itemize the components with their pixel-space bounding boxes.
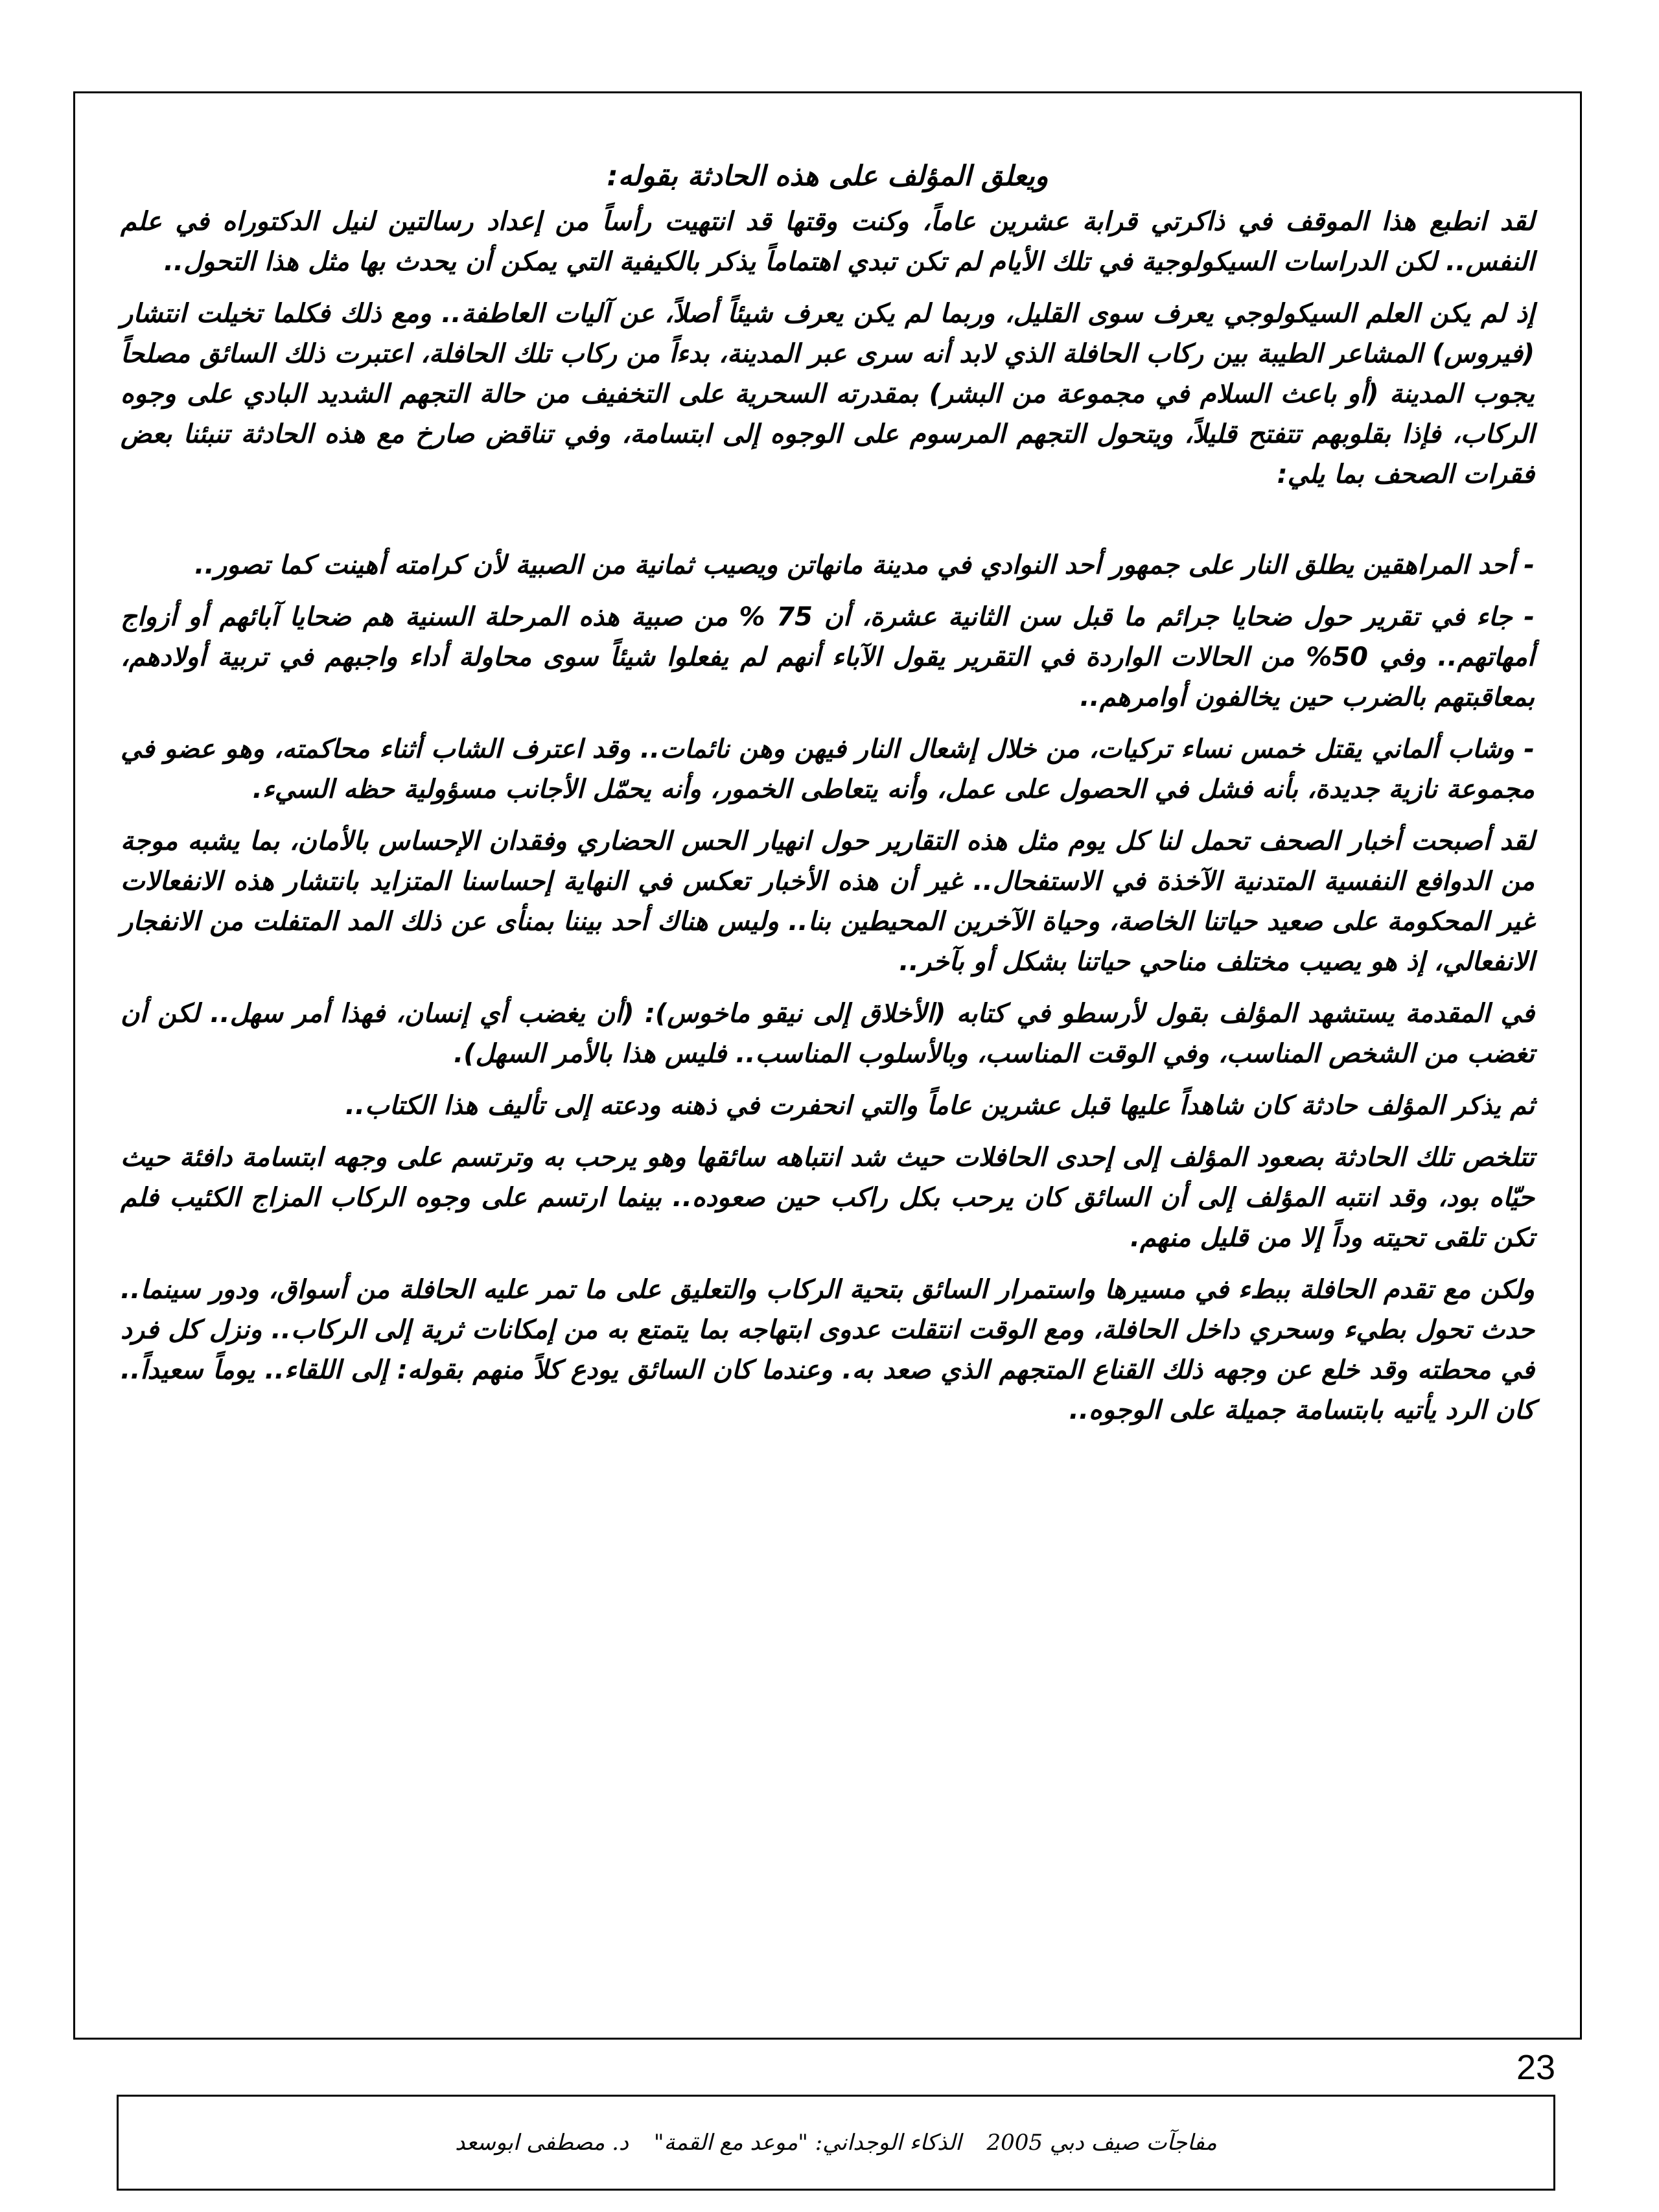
page-number: 23 xyxy=(1516,2048,1556,2087)
paragraph-8: ثم يذكر المؤلف حادثة كان شاهداً عليها قبل عشرين عاماً والتي انحفرت في ذهنه ودعته إلى تأليف هذا الكتاب.. xyxy=(345,1091,1535,1121)
footer-book: الذكاء الوجداني: "موعد مع القمة" xyxy=(653,2130,962,2156)
section-heading: ويعلق المؤلف على هذه الحادثة بقوله: xyxy=(607,160,1049,192)
paragraph-10: ولكن مع تقدم الحافلة ببطء في مسيرها واستمرار السائق بتحية الركاب والتعليق على ما تمر عليه الحافلة من أسواق، ودور سينما.. حدث تحول بطيء وسحري داخل الحافلة، ومع الوقت انتقلت عدوى ابتهاجه بما يتمتع به من إمكانات ثرية إلى الركاب.. ونزل كل فرد في محطته وقد خلع عن وجهه ذلك القناع المتجهم الذي صعد به. وعندما كان السائق يودع كلاً منهم بقوله: إلى اللقاء.. يوماً سعيداً.. كان الرد يأتيه بابتسامة جميلة على الوجوه.. xyxy=(121,1275,1535,1425)
paragraph-9: تتلخص تلك الحادثة بصعود المؤلف إلى إحدى الحافلات حيث شد انتباهه سائقها وهو يرحب به وترتسم على وجهه ابتسامة دافئة حيث حيّاه بود، وقد انتبه المؤلف إلى أن السائق كان يرحب بكل راكب حين صعوده.. بينما ارتسم على وجوه الركاب المزاج الكئيب فلم تكن تلقى تحيته وداً إلا من قليل منهم. xyxy=(121,1143,1535,1253)
page-footer xyxy=(117,2095,1555,2191)
footer-author: د. مصطفى ابوسعد xyxy=(455,2130,629,2156)
paragraph-6: لقد أصبحت أخبار الصحف تحمل لنا كل يوم مثل هذه التقارير حول انهيار الحس الحضاري وفقدان الإحساس بالأمان، بما يشبه موجة من الدوافع النفسية المتدنية الآخذة في الاستفحال.. غير أن هذه الأخبار تعكس في النهاية إحساسنا المتزايد بانتشار هذه الانفعالات غير المحكومة على صعيد حياتنا الخاصة، وحياة الآخرين المحيطين بنا.. وليس هناك أحد بيننا بمنأى عن ذلك المد المتفلت من الانفجار الانفعالي، إذ هو يصيب مختلف مناحي حياتنا بشكل أو بآخر.. xyxy=(121,826,1535,977)
footer-event: مفاجآت صيف دبي 2005 xyxy=(986,2130,1217,2156)
footer-text xyxy=(446,2130,1226,2156)
article-body xyxy=(121,155,1535,2012)
paragraph-7: في المقدمة يستشهد المؤلف بقول لأرسطو في كتابه (الأخلاق إلى نيقو ماخوس): (أن يغضب أي إنسان، فهذا أمر سهل.. لكن أن تغضب من الشخص المناسب، وفي الوقت المناسب، وبالأسلوب المناسب.. فليس هذا بالأمر السهل). xyxy=(121,999,1535,1069)
paragraph-1: لقد انطبع هذا الموقف في ذاكرتي قرابة عشرين عاماً، وكنت وقتها قد انتهيت رأساً من إعداد رسالتين لنيل الدكتوراه في علم النفس.. لكن الدراسات السيكولوجية في تلك الأيام لم تكن تبدي اهتماماً يذكر بالكيفية التي يمكن أن يحدث بها مثل هذا التحول.. xyxy=(121,207,1535,277)
page-frame xyxy=(73,91,1582,2040)
news-item-2: - جاء في تقرير حول ضحايا جرائم ما قبل سن الثانية عشرة، أن 75 % من صبية هذه المرحلة السنية هم ضحايا آبائهم أو أزواج أمهاتهم.. وفي 50% من الحالات الواردة في التقرير يقول الآباء أنهم لم يفعلوا شيئاً سوى محاولة أداء واجبهم في تربية أولادهم، بمعاقبتهم بالضرب حين يخالفون أوامرهم.. xyxy=(121,602,1535,712)
paragraph-2: إذ لم يكن العلم السيكولوجي يعرف سوى القليل، وربما لم يكن يعرف شيئاً أصلاً، عن آليات العاطفة.. ومع ذلك فكلما تخيلت انتشار (فيروس) المشاعر الطيبة بين ركاب الحافلة الذي لابد أنه سرى عبر المدينة، بدءاً من ركاب تلك الحافلة، اعتبرت ذلك السائق مصلحاً يجوب المدينة (أو باعث السلام في مجموعة من البشر) بمقدرته السحرية على التخفيف من حالة التجهم الشديد البادي على وجوه الركاب، فإذا بقلوبهم تتفتح قليلاً، ويتحول التجهم المرسوم على الوجوه إلى ابتسامة، وفي تناقض صارخ مع هذه الحادثة تنبئنا بعض فقرات الصحف بما يلي: xyxy=(121,299,1535,489)
news-item-3: - وشاب ألماني يقتل خمس نساء تركيات، من خلال إشعال النار فيهن وهن نائمات.. وقد اعترف الشاب أثناء محاكمته، وهو عضو في مجموعة نازية جديدة، بأنه فشل في الحصول على عمل، وأنه يتعاطى الخمور، وأنه يحمّل الأجانب مسؤولية حظه السيء. xyxy=(121,734,1535,804)
news-item-1: - أحد المراهقين يطلق النار على جمهور أحد النوادي في مدينة مانهاتن ويصيب ثمانية من الصبية لأن كرامته أهينت كما تصور.. xyxy=(194,550,1535,580)
